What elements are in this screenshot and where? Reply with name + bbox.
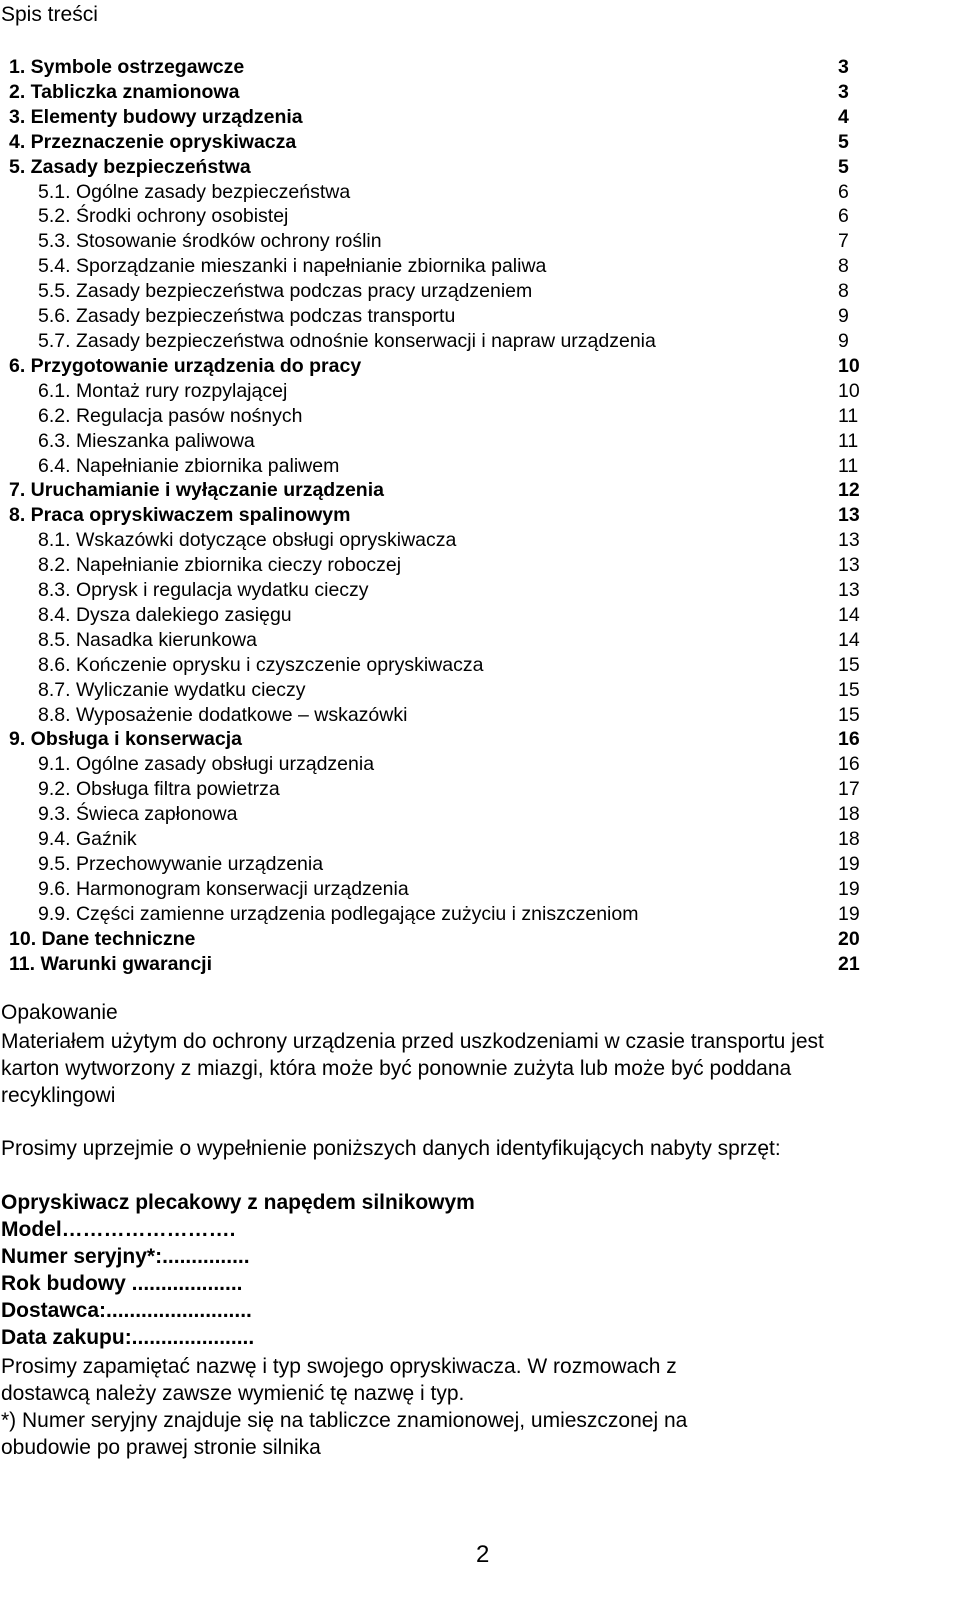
toc-entry-title: 3. Elementy budowy urządzenia (9, 105, 303, 128)
toc-entry-title: 6.2. Regulacja pasów nośnych (38, 404, 303, 427)
toc-heading: Spis treści (1, 3, 98, 26)
toc-entry-page: 6 (838, 180, 849, 203)
form-title: Opryskiwacz plecakowy z napędem silnikowym (1, 1191, 475, 1214)
toc-entry-page: 18 (838, 828, 860, 851)
toc-entry-title: 9. Obsługa i konserwacja (9, 728, 243, 751)
toc-entry (0, 653, 960, 678)
toc-entry-title: 9.5. Przechowywanie urządzenia (38, 853, 324, 875)
toc-entry-title: 9.3. Świeca zapłonowa (38, 803, 238, 826)
toc-entry-page: 19 (838, 877, 860, 900)
toc-entry (0, 827, 960, 852)
toc-entry (0, 55, 960, 80)
toc-entry-page: 5 (838, 155, 849, 178)
toc-entry-page: 15 (838, 703, 860, 726)
toc-entry-page: 9 (838, 329, 849, 352)
toc-entry-title: 8.6. Kończenie oprysku i czyszczenie opryskiwacza (38, 653, 484, 676)
toc-entry (0, 105, 960, 130)
toc-entry-page: 12 (838, 479, 860, 502)
toc-entry (0, 528, 960, 553)
toc-entry-page: 13 (838, 504, 860, 527)
toc-entry-title: 6.3. Mieszanka paliwowa (38, 429, 255, 452)
toc-entry-page: 17 (838, 778, 860, 801)
toc-entry-page: 13 (838, 579, 860, 602)
toc-entry (0, 80, 960, 105)
toc-entry-page: 19 (838, 902, 860, 925)
toc-entry (0, 628, 960, 653)
page-number: 2 (476, 1541, 490, 1568)
toc-entry-title: 5. Zasady bezpieczeństwa (9, 155, 251, 178)
remember-note-line: dostawcą należy zawsze wymienić tę nazwę i typ. (1, 1382, 465, 1405)
toc-entry-title: 8. Praca opryskiwaczem spalinowym (9, 504, 351, 527)
toc-entry (0, 379, 960, 404)
toc-entry-page: 15 (838, 678, 860, 701)
toc-entry-page: 14 (838, 603, 860, 626)
toc-entry-page: 8 (838, 255, 849, 278)
toc-entry (0, 877, 960, 902)
toc-entry-page: 10 (838, 354, 860, 377)
toc-entry (0, 578, 960, 603)
toc-entry-title: 9.1. Ogólne zasady obsługi urządzenia (38, 753, 375, 776)
toc-entry (0, 429, 960, 454)
toc-entry-title: 5.5. Zasady bezpieczeństwa podczas pracy urządzeniem (38, 280, 533, 303)
toc-entry-title: 5.1. Ogólne zasady bezpieczeństwa (38, 180, 351, 203)
toc-entry-page: 20 (838, 927, 860, 950)
toc-entry-page: 3 (838, 56, 849, 78)
toc-entry-page: 19 (838, 853, 860, 875)
toc-entry-title: 7. Uruchamianie i wyłączanie urządzenia (9, 479, 384, 502)
toc-entry-title: 11. Warunki gwarancji (9, 952, 213, 975)
toc-entry-title: 5.2. Środki ochrony osobistej (38, 205, 289, 228)
toc-entry (0, 678, 960, 703)
toc-entry (0, 229, 960, 254)
toc-entry-title: 9.4. Gaźnik (38, 828, 137, 851)
toc-entry-page: 4 (838, 105, 849, 128)
toc-entry-title: 8.3. Oprysk i regulacja wydatku cieczy (38, 579, 369, 602)
packaging-text: Materiałem użytym do ochrony urządzenia przed uszkodzeniami w czasie transportu jest karton wytworzony z miazgi, która może być ponownie zużyta lub może być poddana recyklingowi (1, 1030, 824, 1107)
remember-note-line: Prosimy zapamiętać nazwę i typ swojego opryskiwacza. W rozmowach z (1, 1355, 677, 1378)
toc-entry-title: 8.4. Dysza dalekiego zasięgu (38, 603, 292, 626)
toc-entry-title: 6.1. Montaż rury rozpylającej (38, 379, 288, 402)
toc-entry-page: 11 (838, 429, 859, 452)
toc-entry-page: 3 (838, 80, 849, 103)
toc-entry (0, 927, 960, 952)
toc-entry (0, 902, 960, 927)
packaging-heading: Opakowanie (1, 1001, 118, 1024)
toc-entry (0, 180, 960, 205)
toc-entry-title: 8.8. Wyposażenie dodatkowe – wskazówki (38, 703, 408, 726)
toc-entry-title: 8.2. Napełnianie zbiornika cieczy roboczej (38, 554, 402, 577)
toc-entry (0, 703, 960, 728)
request-text: Prosimy uprzejmie o wypełnienie poniższych danych identyfikujących nabyty sprzęt: (1, 1137, 781, 1160)
toc-entry (0, 478, 960, 503)
toc-entry (0, 204, 960, 229)
toc-entry-page: 9 (838, 305, 849, 328)
toc-entry (0, 254, 960, 279)
toc-entry (0, 329, 960, 354)
toc-entry-page: 16 (838, 753, 860, 776)
toc-entry-page: 6 (838, 205, 849, 228)
toc-entry (0, 777, 960, 802)
toc-entry-title: 9.6. Harmonogram konserwacji urządzenia (38, 877, 409, 900)
toc-entry-page: 21 (838, 952, 860, 975)
table-of-contents (0, 55, 960, 977)
notes (1, 1353, 687, 1461)
toc-entry (0, 304, 960, 329)
toc-entry (0, 279, 960, 304)
toc-entry-title: 4. Przeznaczenie opryskiwacza (9, 130, 297, 153)
toc-entry (0, 155, 960, 180)
toc-entry (0, 354, 960, 379)
toc-entry-title: 5.3. Stosowanie środków ochrony roślin (38, 230, 382, 253)
supplier-field: Dostawca:......................... (1, 1299, 252, 1322)
toc-entry-page: 14 (838, 628, 860, 651)
toc-entry-title: 5.7. Zasady bezpieczeństwa odnośnie konserwacji i napraw urządzenia (38, 329, 656, 352)
toc-entry-title: 8.1. Wskazówki dotyczące obsługi opryskiwacza (38, 529, 457, 552)
toc-entry-title: 9.2. Obsługa filtra powietrza (38, 778, 280, 801)
toc-entry-title: 6. Przygotowanie urządzenia do pracy (9, 354, 362, 377)
identification-form (1, 1189, 475, 1351)
toc-entry-page: 13 (838, 554, 860, 577)
serial-number-field: Numer seryjny*:............... (1, 1245, 250, 1268)
toc-entry-title: 5.6. Zasady bezpieczeństwa podczas transportu (38, 305, 456, 328)
toc-entry (0, 503, 960, 528)
toc-entry (0, 130, 960, 155)
toc-entry-page: 5 (838, 130, 849, 153)
toc-entry-page: 11 (838, 404, 859, 427)
toc-entry (0, 802, 960, 827)
toc-entry (0, 852, 960, 877)
toc-entry-title: 5.4. Sporządzanie mieszanki i napełnianie zbiornika paliwa (38, 255, 547, 278)
toc-entry-page: 13 (838, 529, 860, 552)
toc-entry (0, 727, 960, 752)
toc-entry-title: 6.4. Napełnianie zbiornika paliwem (38, 454, 340, 477)
purchase-date-field: Data zakupu:..................... (1, 1326, 255, 1349)
model-field: Model……………………. (1, 1218, 236, 1241)
toc-entry-page: 10 (838, 379, 860, 402)
toc-entry-title: 9.9. Części zamienne urządzenia podlegające zużyciu i zniszczeniom (38, 902, 639, 925)
toc-entry (0, 404, 960, 429)
footnote-line: obudowie po prawej stronie silnika (1, 1436, 321, 1459)
toc-entry (0, 952, 960, 977)
toc-entry-page: 8 (838, 280, 849, 303)
toc-entry (0, 752, 960, 777)
toc-entry (0, 603, 960, 628)
toc-entry-page: 16 (838, 728, 860, 751)
toc-entry (0, 454, 960, 479)
toc-entry-page: 7 (838, 230, 849, 253)
toc-entry-title: 2. Tabliczka znamionowa (9, 80, 240, 103)
toc-entry-title: 8.5. Nasadka kierunkowa (38, 628, 257, 651)
footnote-line: *) Numer seryjny znajduje się na tabliczce znamionowej, umieszczonej na (1, 1409, 688, 1432)
toc-entry-page: 11 (838, 454, 859, 477)
toc-entry-page: 18 (838, 803, 860, 826)
toc-entry-title: 1. Symbole ostrzegawcze (9, 56, 245, 78)
toc-entry-title: 8.7. Wyliczanie wydatku cieczy (38, 678, 306, 701)
year-field: Rok budowy ................... (1, 1272, 243, 1295)
toc-entry-page: 15 (838, 653, 860, 676)
toc-entry-title: 10. Dane techniczne (9, 927, 196, 950)
toc-entry (0, 553, 960, 578)
